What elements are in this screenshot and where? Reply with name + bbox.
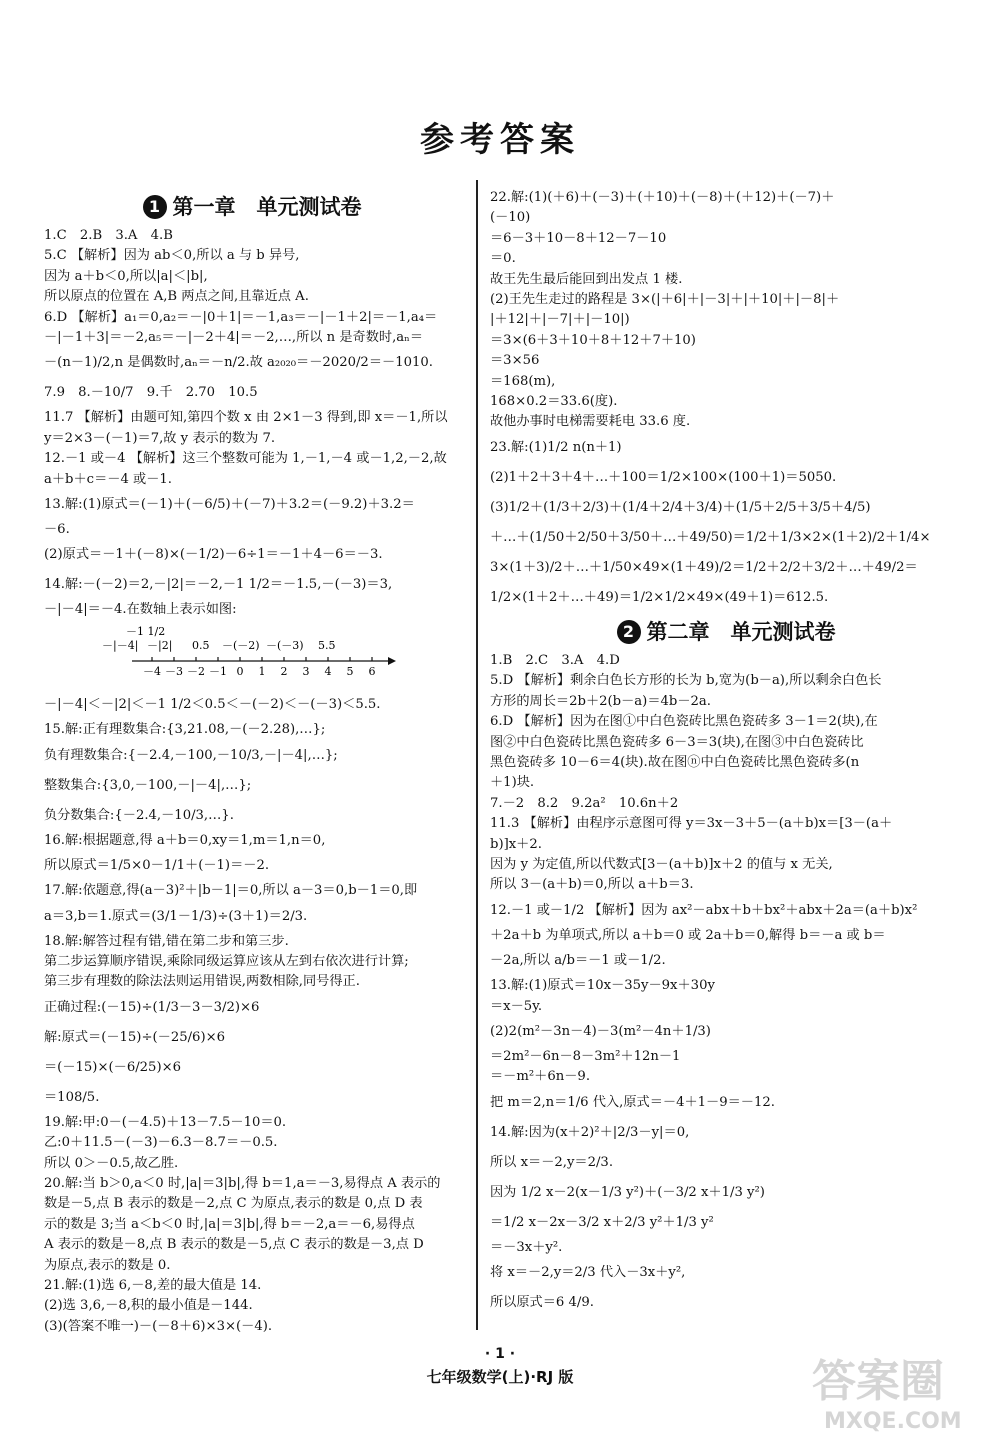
number-line-top-label: －1 1/2 bbox=[126, 624, 166, 638]
answer-line: 17.解:依题意,得(a－3)²＋|b－1|＝0,所以 a－3＝0,b－1＝0,即 bbox=[44, 883, 418, 899]
answer-line: a＝3,b＝1.原式＝(3/1－1/3)÷(3＋1)＝2/3. bbox=[44, 908, 308, 924]
number-line-top-label: －|2| bbox=[147, 638, 173, 652]
number-line-arrow bbox=[388, 657, 396, 665]
answer-line: 负有理数集合:{－2.4,－100,－10/3,－|－4|,…}; bbox=[44, 747, 338, 763]
answer-line: ＋…＋(1/50＋2/50＋3/50＋…＋49/50)＝1/2＋1/3×2×(1＋2)/2＋1/4× bbox=[490, 529, 931, 545]
answer-line: 11.7 【解析】由题可知,第四个数 x 由 2×1－3 得到,即 x＝－1,所以 bbox=[44, 410, 448, 426]
answer-line: 13.解:(1)原式＝10x－35y－9x＋30y bbox=[490, 978, 715, 994]
section-title: 第一章 单元测试卷 bbox=[172, 195, 362, 219]
book-title: 七年级数学(上)·RJ 版 bbox=[426, 1368, 574, 1386]
watermark-logo bbox=[806, 1344, 982, 1436]
answer-line: y＝2×3－(－1)＝7,故 y 表示的数为 7. bbox=[44, 430, 276, 446]
answer-line: ＝2m²－6n－8－3m²＋12n－1 bbox=[490, 1048, 681, 1064]
answer-line: 数是－5,点 B 表示的数是－2,点 C 为原点,表示的数是 0,点 D 表 bbox=[44, 1196, 423, 1212]
answer-line: 所以原式＝6 4/9. bbox=[490, 1295, 594, 1311]
answer-line: ＝6－3＋10－8＋12－7－10 bbox=[490, 230, 667, 246]
answer-line: 14.解:因为(x＋2)²＋|2/3－y|＝0, bbox=[490, 1124, 690, 1140]
answer-line: ＋2a＋b 为单项式,所以 a＋b＝0 或 2a＋b＝0,解得 b＝－a 或 b＝ bbox=[490, 927, 886, 943]
answer-line: 12.－1 或－4 【解析】这三个整数可能为 1,－1,－4 或－1,2,－2,故 bbox=[44, 451, 447, 467]
section-title: 第二章 单元测试卷 bbox=[646, 619, 836, 644]
answer-line: ＝168(m), bbox=[490, 373, 556, 389]
section-badge: 2 bbox=[617, 620, 641, 644]
answer-line: 22.解:(1)(＋6)＋(－3)＋(＋10)＋(－8)＋(＋12)＋(－7)＋ bbox=[490, 190, 835, 205]
answer-line: －|－4|＜－|2|＜－1 1/2＜0.5＜－(－2)＜－(－3)＜5.5. bbox=[44, 697, 381, 713]
answer-line: 故他办事时电梯需要耗电 33.6 度. bbox=[490, 414, 691, 430]
answer-line: 14.解:－(－2)＝2,－|2|＝－2,－1 1/2＝－1.5,－(－3)＝3, bbox=[44, 577, 393, 593]
section-heading-chapter-2 bbox=[490, 615, 962, 649]
number-line-tick-label: －2 bbox=[187, 664, 205, 678]
answer-line: 11.3 【解析】由程序示意图可得 y＝3x－3＋5－(a＋b)x＝[3－(a＋ bbox=[490, 816, 893, 832]
answer-line: (2)1＋2＋3＋4＋…＋100＝1/2×100×(100＋1)＝5050. bbox=[490, 469, 837, 485]
answer-line: 所以 x＝－2,y＝2/3. bbox=[490, 1154, 614, 1170]
answer-line: (2)2(m²－3n－4)－3(m²－4n＋1/3) bbox=[490, 1023, 711, 1039]
answer-line: 6.D 【解析】a₁＝0,a₂＝－|0＋1|＝－1,a₃＝－|－1＋2|＝－1,a₄＝ bbox=[44, 309, 438, 325]
answer-line: 3×(1＋3)/2＋…＋1/50×49×(1＋49)/2＝1/2＋2/2＋3/2＋…＋49/2＝ bbox=[490, 559, 918, 575]
section-badge: 1 bbox=[143, 195, 167, 219]
watermark-text: 答案圈 bbox=[812, 1356, 944, 1407]
answer-line: 16.解:根据题意,得 a＋b＝0,xy＝1,m＝1,n＝0, bbox=[44, 832, 326, 848]
answer-line: 将 x＝－2,y＝2/3 代入－3x＋y², bbox=[490, 1265, 686, 1281]
answer-line: A 表示的数是－8,点 B 表示的数是－5,点 C 表示的数是－3,点 D bbox=[44, 1237, 424, 1253]
page-title: 参考答案 bbox=[420, 120, 580, 160]
answer-line: 21.解:(1)选 6,－8,差的最大值是 14. bbox=[44, 1277, 262, 1293]
answer-line: (－10) bbox=[490, 210, 531, 226]
answer-line: (2)原式＝－1＋(－8)×(－1/2)－6÷1＝－1＋4－6＝－3. bbox=[44, 547, 383, 563]
number-line-top-label: 0.5 bbox=[192, 638, 210, 652]
answer-line: |＋12|＋|－7|＋|－10|) bbox=[490, 312, 630, 328]
answer-line: ＝0. bbox=[490, 251, 516, 267]
answer-line: 168×0.2＝33.6(度). bbox=[490, 394, 618, 410]
answer-line: 乙:0＋11.5－(－3)－6.3－8.7＝－0.5. bbox=[44, 1135, 278, 1151]
number-line-tick-label: 4 bbox=[324, 664, 332, 678]
answer-line: 第三步有理数的除法法则运用错误,两数相除,同号得正. bbox=[44, 974, 360, 990]
answer-line: 示的数是 3;当 a＜b＜0 时,|a|＝3|b|,得 b＝－2,a＝－6,易得点 bbox=[44, 1216, 415, 1232]
answer-line: 故王先生最后能回到出发点 1 楼. bbox=[490, 271, 683, 287]
answer-line: 因为 1/2 x－2(x－1/3 y²)＋(－3/2 x＋1/3 y²) bbox=[490, 1184, 765, 1200]
answer-line: 所以 3－(a＋b)＝0,所以 a＋b＝3. bbox=[490, 877, 694, 893]
answer-line: 因为 y 为定值,所以代数式[3－(a＋b)]x＋2 的值与 x 无关, bbox=[490, 856, 833, 872]
answer-line: 整数集合:{3,0,－100,－|－4|,…}; bbox=[44, 777, 252, 793]
number-line-ticks bbox=[143, 657, 376, 678]
answer-line: 5.C 【解析】因为 ab＜0,所以 a 与 b 异号, bbox=[44, 248, 300, 264]
answer-line: 7.－2 8.2 9.2a² 10.6n＋2 bbox=[490, 795, 679, 811]
answer-line: －|－1＋3|＝－2,a₅＝－|－2＋4|＝－2,…,所以 n 是奇数时,aₙ＝ bbox=[44, 330, 424, 346]
number-line-tick-label: 3 bbox=[302, 664, 310, 678]
answer-line: (2)选 3,6,－8,积的最小值是－144. bbox=[44, 1298, 253, 1314]
answer-line: ＝－m²＋6n－9. bbox=[490, 1069, 591, 1085]
answer-line: 所以原式＝1/5×0－1/1＋(－1)＝－2. bbox=[44, 858, 270, 874]
number-line-top-label: 5.5 bbox=[318, 638, 336, 652]
answer-line: 为原点,表示的数是 0. bbox=[44, 1257, 171, 1273]
number-line-tick-label: 5 bbox=[346, 664, 354, 678]
answer-line: 6.D 【解析】因为在图①中白色瓷砖比黑色瓷砖多 3－1＝2(块),在 bbox=[490, 714, 878, 730]
page-number: · 1 · bbox=[484, 1346, 516, 1362]
answer-line: ＝3×56 bbox=[490, 353, 540, 369]
answer-line: 黑色瓷砖多 10－6＝4(块).故在图ⓝ中白色瓷砖比黑色瓷砖多(n bbox=[490, 754, 860, 770]
number-line bbox=[44, 623, 460, 681]
answer-line: ＝1/2 x－2x－3/2 x＋2/3 y²＋1/3 y² bbox=[490, 1214, 714, 1230]
number-line-tick-label: 0 bbox=[236, 664, 244, 678]
answer-line: ＋1)块. bbox=[490, 775, 535, 791]
number-line-top-label: －(－2) bbox=[222, 638, 260, 652]
right-column bbox=[490, 188, 962, 1318]
answer-line: 所以原点的位置在 A,B 两点之间,且靠近点 A. bbox=[44, 289, 309, 305]
number-line-tick-label: －4 bbox=[143, 664, 161, 678]
number-line-tick-label: －1 bbox=[209, 664, 227, 678]
answer-line: 解:原式＝(－15)÷(－25/6)×6 bbox=[44, 1029, 226, 1045]
answer-line: －2a,所以 a/b＝－1 或－1/2. bbox=[490, 953, 666, 969]
answer-line: ＝x－5y. bbox=[490, 998, 543, 1014]
answer-line: 第二步运算顺序错误,乘除同级运算应该从左到右依次进行计算; bbox=[44, 953, 409, 969]
answer-line: (3)(答案不唯一)－(－8＋6)×3×(－4). bbox=[44, 1318, 273, 1334]
answer-line: 所以 0＞－0.5,故乙胜. bbox=[44, 1155, 179, 1171]
left-column bbox=[44, 188, 460, 1337]
answer-line: 方形的周长＝2b＋2(b－a)＝4b－2a. bbox=[490, 693, 711, 709]
answer-line: a＋b＋c＝－4 或－1. bbox=[44, 471, 172, 487]
answer-line: 图②中白色瓷砖比黑色瓷砖多 6－3＝3(块),在图③中白色瓷砖比 bbox=[490, 734, 864, 750]
watermark-url: MXQE.COM bbox=[824, 1409, 962, 1434]
answer-line: 正确过程:(－15)÷(1/3－3－3/2)×6 bbox=[44, 999, 260, 1015]
answer-line: ＝108/5. bbox=[44, 1089, 100, 1105]
answer-line: －|－4|＝－4.在数轴上表示如图: bbox=[44, 602, 237, 618]
number-line-tick-label: 6 bbox=[368, 664, 376, 678]
answer-line: －(n－1)/2,n 是偶数时,aₙ＝－n/2.故 a₂₀₂₀＝－2020/2＝－1010. bbox=[44, 355, 433, 371]
answer-line: 负分数集合:{－2.4,－10/3,…}. bbox=[44, 807, 234, 823]
answer-line: (3)1/2＋(1/3＋2/3)＋(1/4＋2/4＋3/4)＋(1/5＋2/5＋3/5＋4/5) bbox=[490, 499, 871, 515]
number-line-tick-label: －3 bbox=[165, 664, 183, 678]
answer-line: ＝(－15)×(－6/25)×6 bbox=[44, 1059, 182, 1075]
section-heading-chapter-1 bbox=[44, 190, 460, 224]
answer-line: 15.解:正有理数集合:{3,21.08,－(－2.28),…}; bbox=[44, 722, 326, 738]
answer-line: 因为 a＋b＜0,所以|a|＜|b|, bbox=[44, 268, 208, 284]
answer-line: 把 m＝2,n＝1/6 代入,原式＝－4＋1－9＝－12. bbox=[490, 1094, 775, 1110]
answer-line: 20.解:当 b＞0,a＜0 时,|a|＝3|b|,得 b＝1,a＝－3,易得点 A 表示的 bbox=[44, 1175, 441, 1191]
answer-line: 12.－1 或－1/2 【解析】因为 ax²－abx＋b＋bx²＋abx＋2a＝(a＋b)x² bbox=[490, 902, 918, 918]
answer-line: (2)王先生走过的路程是 3×(|＋6|＋|－3|＋|＋10|＋|－8|＋ bbox=[490, 292, 840, 308]
answer-line: ＝－3x＋y². bbox=[490, 1239, 563, 1255]
number-line-top-label: －(－3) bbox=[266, 638, 304, 652]
number-line-tick-label: 1 bbox=[258, 664, 266, 678]
number-line-tick-label: 2 bbox=[280, 664, 288, 678]
number-line-top-label: －|－4| bbox=[102, 638, 139, 652]
answer-line: 5.D 【解析】剩余白色长方形的长为 b,宽为(b－a),所以剩余白色长 bbox=[490, 673, 882, 689]
answer-line: 1/2×(1＋2＋…＋49)＝1/2×1/2×49×(49＋1)＝612.5. bbox=[490, 589, 829, 605]
answer-line: 13.解:(1)原式＝(－1)＋(－6/5)＋(－7)＋3.2＝(－9.2)＋3.2＝ bbox=[44, 497, 415, 513]
answer-line: b)]x＋2. bbox=[490, 836, 542, 852]
answer-line: －6. bbox=[44, 522, 70, 538]
answer-line: ＝3×(6＋3＋10＋8＋12＋7＋10) bbox=[490, 332, 696, 348]
column-divider bbox=[476, 180, 478, 1330]
answer-line: 18.解:解答过程有错,错在第二步和第三步. bbox=[44, 933, 289, 949]
answer-line: 1.C 2.B 3.A 4.B bbox=[44, 228, 173, 243]
answer-line: 23.解:(1)1/2 n(n＋1) bbox=[490, 439, 622, 455]
answer-line: 7.9 8.－10/7 9.千 2.70 10.5 bbox=[44, 385, 258, 401]
answer-line: 1.B 2.C 3.A 4.D bbox=[490, 652, 620, 668]
answer-line: 19.解:甲:0－(－4.5)＋13－7.5－10＝0. bbox=[44, 1114, 287, 1130]
